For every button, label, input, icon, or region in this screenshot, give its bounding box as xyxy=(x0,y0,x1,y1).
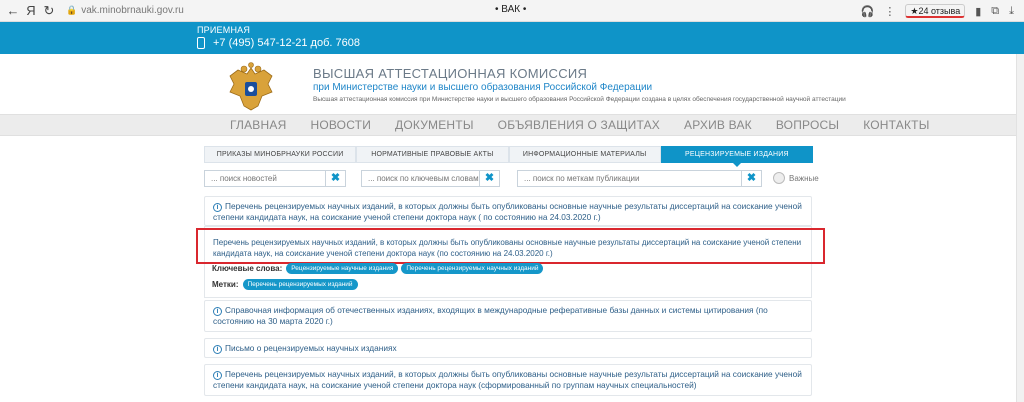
nav-item-documents[interactable]: ДОКУМЕНТЫ xyxy=(395,118,474,132)
nav-item-home[interactable]: ГЛАВНАЯ xyxy=(230,118,287,132)
tab-reviewed-editions[interactable]: РЕЦЕНЗИРУЕМЫЕ ИЗДАНИЯ xyxy=(661,146,813,163)
tab-info-materials[interactable]: ИНФОРМАЦИОННЫЕ МАТЕРИАЛЫ xyxy=(509,146,661,163)
tags-search-input[interactable] xyxy=(518,171,741,186)
nav-item-questions[interactable]: ВОПРОСЫ xyxy=(775,118,840,132)
clear-news-search-icon[interactable]: ✖ xyxy=(325,171,345,186)
page-scrollbar[interactable] xyxy=(1016,54,1024,402)
important-toggle[interactable] xyxy=(773,172,819,184)
news-search-box xyxy=(204,170,346,187)
browser-toolbar xyxy=(0,0,1024,22)
info-icon: i xyxy=(213,345,222,354)
keywords-search-box xyxy=(361,170,500,187)
lock-icon: 🔒 xyxy=(66,5,78,15)
news-search-input[interactable] xyxy=(205,171,325,186)
nav-item-news[interactable]: НОВОСТИ xyxy=(310,118,372,132)
tags-label: Метки: xyxy=(212,280,239,289)
list-item[interactable] xyxy=(204,364,812,396)
reload-icon[interactable]: ↻ xyxy=(43,2,55,18)
info-icon: i xyxy=(213,307,222,316)
phone-line xyxy=(197,37,360,49)
info-icon: i xyxy=(213,371,222,380)
important-checkbox[interactable] xyxy=(773,172,785,184)
document-title[interactable]: Справочная информация об отечественных изданиях, входящих в международные реферативные базы данных и системы цитирования (по состоянию на 30 марта 2020 г.) xyxy=(213,305,768,326)
tags-row xyxy=(212,279,361,290)
download-icon[interactable]: ⤓ xyxy=(1009,4,1014,17)
phone-number[interactable]: +7 (495) 547-12-21 доб. 7608 xyxy=(213,37,360,49)
keyword-tag[interactable]: Перечень рецензируемых научных изданий xyxy=(401,263,543,274)
tab-ministry-orders[interactable]: ПРИКАЗЫ МИНОБРНАУКИ РОССИИ xyxy=(204,146,356,163)
clear-keywords-search-icon[interactable]: ✖ xyxy=(479,171,499,186)
coat-of-arms-icon xyxy=(228,62,274,112)
nav-item-archive[interactable]: АРХИВ ВАК xyxy=(684,118,752,132)
tags-search-box xyxy=(517,170,762,187)
document-title[interactable]: Письмо о рецензируемых научных изданиях xyxy=(225,343,397,353)
important-label: Важные xyxy=(789,173,819,183)
keywords-label: Ключевые слова: xyxy=(212,264,283,273)
reception-label: ПРИЕМНАЯ xyxy=(197,25,251,35)
document-title[interactable]: Перечень рецензируемых научных изданий, в которых должны быть опубликованы основные научные результаты диссертаций на соискание ученой степени кандидата наук, на соискание ученой степени доктора наук ( по состоянию на 24.03.2020 г.) xyxy=(213,201,802,222)
keyword-tag[interactable]: Рецензируемые научные издания xyxy=(286,263,398,274)
keywords-row xyxy=(212,263,546,274)
reviews-badge[interactable]: ★24 отзыва xyxy=(905,4,965,18)
nav-item-contacts[interactable]: КОНТАКТЫ xyxy=(863,118,930,132)
document-title[interactable]: Перечень рецензируемых научных изданий, в которых должны быть опубликованы основные научные результаты диссертаций на соискание ученой степени кандидата наук, на соискание ученой степени доктора наук (сформированный по группам научных специальностей) xyxy=(213,369,802,390)
yandex-logo-icon[interactable]: Я xyxy=(26,3,36,18)
document-description[interactable]: Перечень рецензируемых научных изданий, в которых должны быть опубликованы основные научные результаты диссертаций на соискание ученой степени кандидата наук, на соискание ученой степени доктора наук (по состоянию на 24.03.2020 г.) xyxy=(213,238,802,258)
keywords-search-input[interactable] xyxy=(362,171,479,186)
clear-tags-search-icon[interactable]: ✖ xyxy=(741,171,761,186)
org-description: Высшая аттестационная комиссия при Министерстве науки и высшего образования Российской Федерации создана в целях обеспечения государственной научной аттестации xyxy=(313,96,846,103)
list-item[interactable] xyxy=(204,300,812,332)
info-icon: i xyxy=(213,203,222,212)
tab-title: • ВАК • xyxy=(495,4,527,15)
main-navigation xyxy=(0,114,1016,136)
headphones-icon[interactable]: 🎧 xyxy=(860,5,875,18)
list-item[interactable] xyxy=(204,196,812,226)
address-bar[interactable] xyxy=(66,3,256,19)
browser-right-controls xyxy=(861,0,1024,22)
org-subtitle: при Министерстве науки и высшего образования Российской Федерации xyxy=(313,82,653,93)
tag-chip[interactable]: Перечень рецензируемых изданий xyxy=(243,279,358,290)
org-title: ВЫСШАЯ АТТЕСТАЦИОННАЯ КОМИССИЯ xyxy=(313,66,588,81)
nav-item-defense-announcements[interactable]: ОБЪЯВЛЕНИЯ О ЗАЩИТАХ xyxy=(497,118,661,132)
list-item[interactable] xyxy=(204,338,812,358)
more-icon[interactable]: ⋮ xyxy=(884,5,896,18)
address-text: vak.minobrnauki.gov.ru xyxy=(81,5,184,16)
tab-regulatory-acts[interactable]: НОРМАТИВНЫЕ ПРАВОВЫЕ АКТЫ xyxy=(356,146,508,163)
bookmark-icon[interactable]: ▮ xyxy=(975,5,982,18)
phone-icon xyxy=(197,37,205,49)
top-contact-bar xyxy=(0,22,1024,54)
back-icon[interactable]: ← xyxy=(6,3,20,18)
document-tabs xyxy=(204,146,813,163)
highlight-frame xyxy=(196,228,825,264)
translate-icon[interactable]: ⧉ xyxy=(991,4,1000,17)
